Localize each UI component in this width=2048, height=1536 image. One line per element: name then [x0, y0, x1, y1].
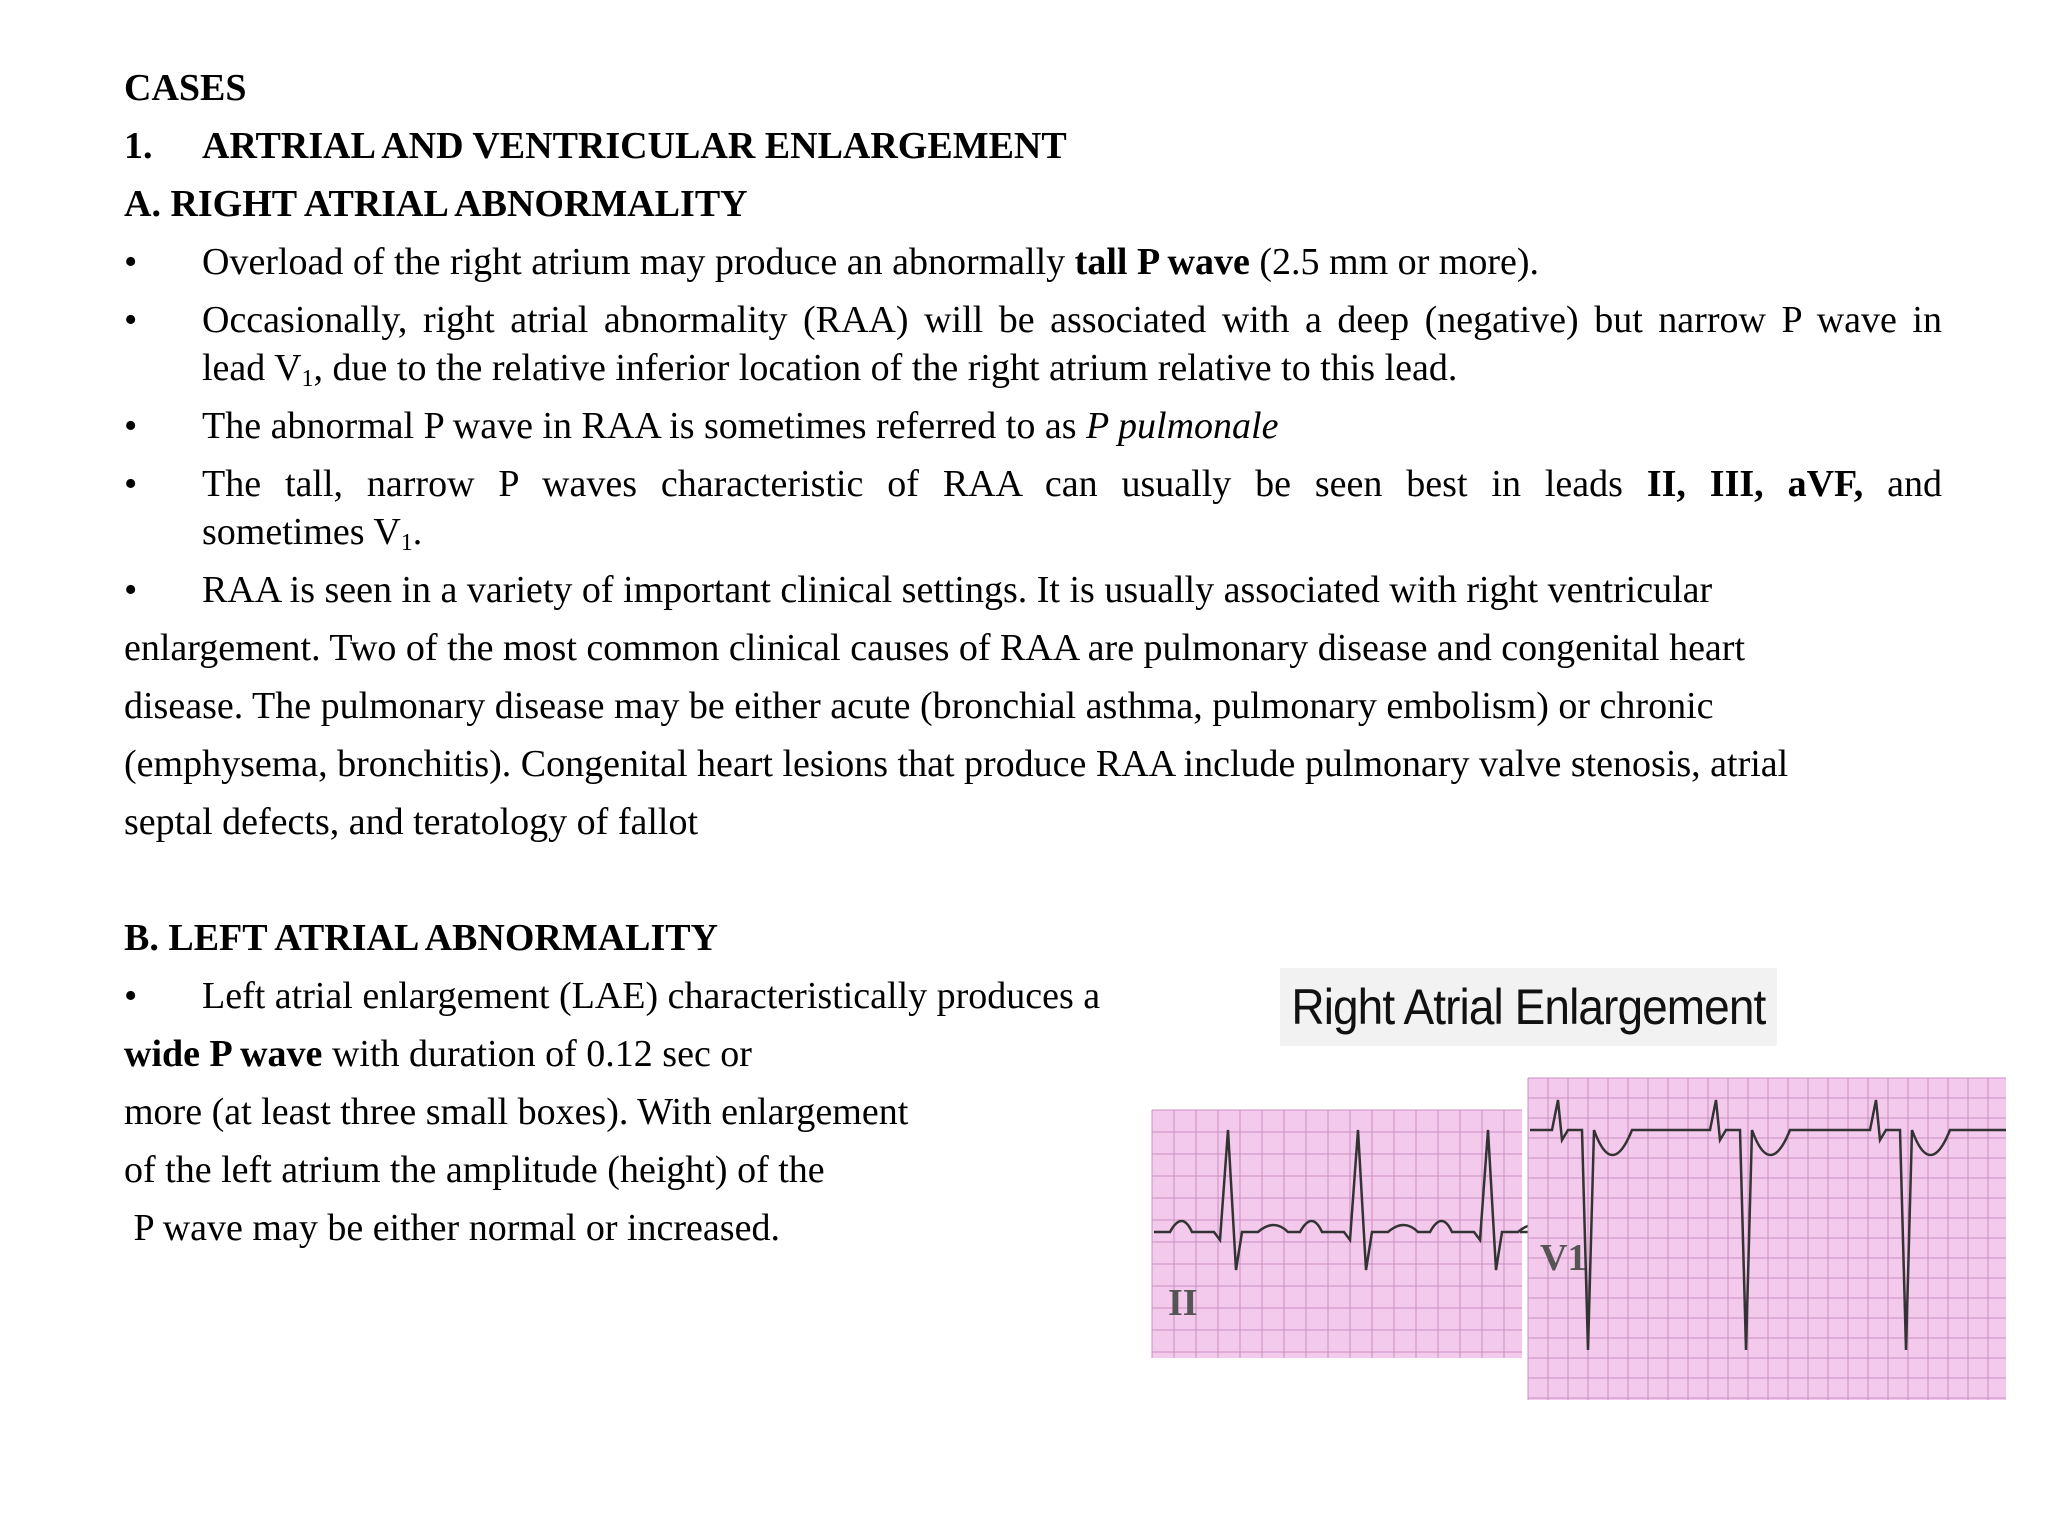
figure-title: Right Atrial Enlargement	[1280, 968, 1777, 1046]
ecg-panel-lead-ii	[1152, 1110, 1548, 1358]
bullet-a5-line1: RAA is seen in a variety of important clinical settings. It is usually associated with right ventricular	[202, 569, 1713, 611]
bullet-b1-line3: more (at least three small boxes). With enlargement	[124, 1091, 909, 1133]
bullet-a1-bold: tall P wave	[1074, 241, 1250, 283]
ecg-grid-background-right	[1528, 1078, 2006, 1400]
bullet-symbol: •	[124, 975, 138, 1017]
bullet-a2-subscript: 1	[301, 366, 314, 392]
lead-label-ii: II	[1168, 1282, 1198, 1324]
ecg-figure	[1150, 970, 2010, 1400]
bullet-symbol: •	[124, 299, 138, 341]
bullet-b1-bold: wide P wave	[124, 1033, 323, 1075]
bullet-a2-line2	[202, 344, 1942, 392]
bullet-a4-post: and	[1863, 463, 1942, 505]
bullet-b1-line4: of the left atrium the amplitude (height) of the	[124, 1149, 825, 1191]
bullet-symbol: •	[124, 405, 138, 447]
bullet-b1-line2	[124, 1030, 752, 1078]
section-1-title	[124, 122, 1067, 170]
bullet-b1-line1: Left atrial enlargement (LAE) characteristically produces a	[202, 975, 1101, 1017]
bullet-symbol: •	[124, 569, 138, 611]
ecg-panel-lead-v1	[1528, 1078, 2006, 1400]
bullet-a4-line1	[202, 460, 1942, 508]
bullet-symbol: •	[124, 463, 138, 505]
bullet-a5-cont-4: septal defects, and teratology of fallot	[124, 801, 699, 843]
bullet-a4-line2-post: .	[412, 511, 423, 553]
page-heading: CASES	[124, 67, 247, 109]
bullet-a5-cont-3: (emphysema, bronchitis). Congenital heart lesions that produce RAA include pulmonary valve stenosis, atrial	[124, 743, 1789, 785]
bullet-a5-cont-1: enlargement. Two of the most common clinical causes of RAA are pulmonary disease and congenital heart	[124, 627, 1746, 669]
bullet-a3	[202, 402, 1942, 450]
section-b-title: B. LEFT ATRIAL ABNORMALITY	[124, 917, 719, 959]
bullet-a4-subscript: 1	[400, 530, 413, 556]
bullet-a1	[202, 238, 1942, 286]
bullet-a1-post: (2.5 mm or more).	[1249, 241, 1540, 283]
lead-label-v1: V1	[1540, 1237, 1587, 1279]
ecg-grid-background-left	[1152, 1110, 1522, 1358]
section-a-title: A. RIGHT ATRIAL ABNORMALITY	[124, 183, 748, 225]
bullet-a4-bold: II, III, aVF,	[1646, 463, 1864, 505]
bullet-a3-text: The abnormal P wave in RAA is sometimes referred to as	[202, 405, 1086, 447]
section-1-number: 1.	[124, 125, 153, 167]
bullet-a2-line1: Occasionally, right atrial abnormality (RAA) will be associated with a deep (negative) but narrow P wave in	[202, 299, 1942, 341]
bullet-a5-cont-2: disease. The pulmonary disease may be either acute (bronchial asthma, pulmonary embolism) or chronic	[124, 685, 1714, 727]
bullet-a1-text: Overload of the right atrium may produce an abnormally	[202, 241, 1075, 283]
section-1-label: ARTRIAL AND VENTRICULAR ENLARGEMENT	[202, 125, 1067, 167]
bullet-symbol: •	[124, 241, 138, 283]
bullet-a4-line2-pre: sometimes V	[202, 511, 401, 553]
bullet-a4-pre: The tall, narrow P waves characteristic of RAA can usually be seen best in leads	[202, 463, 1647, 505]
bullet-a2-line2-post: , due to the relative inferior location of the right atrium relative to this lead.	[313, 347, 1458, 389]
bullet-a3-italic: P pulmonale	[1085, 405, 1279, 447]
bullet-a4-line2	[202, 508, 1942, 556]
bullet-b1-line2-post: with duration of 0.12 sec or	[322, 1033, 752, 1075]
bullet-b1-line5: P wave may be either normal or increased.	[124, 1207, 780, 1249]
bullet-a2-line2-pre: lead V	[202, 347, 302, 389]
